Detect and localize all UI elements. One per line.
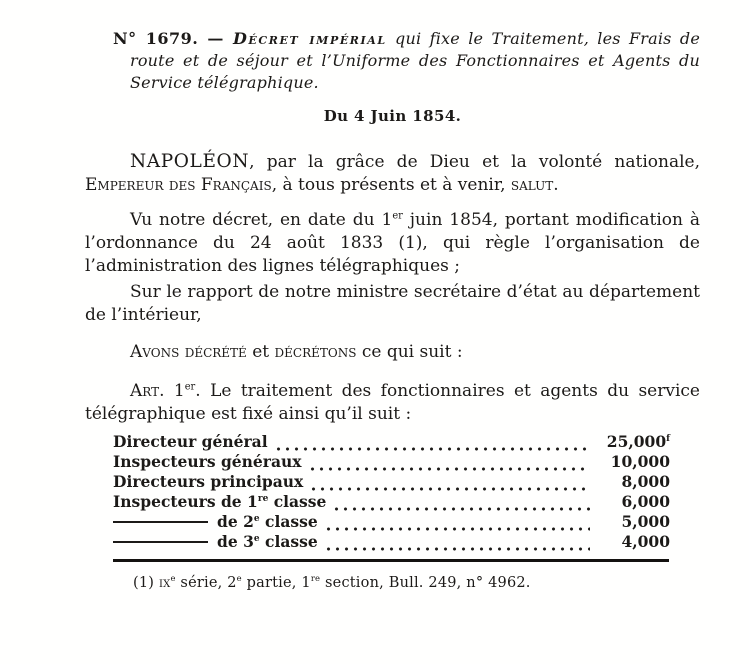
ordinal-sup: er bbox=[392, 210, 403, 222]
row-label-sup: e bbox=[253, 533, 260, 544]
row-label bbox=[113, 492, 326, 511]
dot-leader bbox=[322, 545, 590, 552]
decree-number: N° 1679. — bbox=[113, 29, 233, 48]
table-row bbox=[113, 452, 670, 472]
francs-sup: f bbox=[666, 433, 670, 444]
enacting-sc-1: Avons décrété bbox=[130, 342, 247, 362]
visa-text-1: Vu notre décret, en date du 1 bbox=[130, 210, 393, 230]
article-1-paragraph bbox=[85, 380, 700, 426]
row-label-end: classe bbox=[259, 532, 318, 551]
row-label-text: Inspecteurs de 1 bbox=[113, 492, 258, 511]
row-value-text: 6,000 bbox=[621, 492, 670, 511]
enacting-mid: et bbox=[246, 342, 275, 362]
preamble-text-1: , par la grâce de Dieu et la volonté nationale, bbox=[249, 152, 700, 172]
row-value bbox=[598, 532, 670, 551]
ditto-dash bbox=[113, 541, 208, 543]
preamble-end: . bbox=[553, 175, 559, 195]
dot-leader bbox=[322, 525, 590, 532]
row-label bbox=[113, 472, 303, 491]
article-text: . Le traitement des fonctionnaires et agents du service télégraphique est fixé ainsi qu’il suit : bbox=[85, 381, 700, 424]
row-label-sup: e bbox=[253, 513, 260, 524]
row-value-text: 25,000 bbox=[606, 432, 667, 451]
table-row bbox=[113, 532, 670, 552]
enacting-end: ce qui suit : bbox=[356, 342, 463, 362]
dot-leader bbox=[272, 445, 590, 452]
row-label-text: de 3 bbox=[217, 532, 254, 551]
row-label-text: Directeurs principaux bbox=[113, 472, 304, 491]
imperial-title: Empereur des Français bbox=[85, 175, 272, 195]
row-label bbox=[113, 452, 302, 471]
footnote-marker: (1) bbox=[133, 575, 159, 591]
sovereign-name: NAPOLÉON bbox=[130, 151, 250, 172]
footnote-text-3: section, Bull. 249, n° 4962. bbox=[320, 575, 531, 591]
article-number-sup: er bbox=[184, 381, 196, 393]
table-row bbox=[113, 472, 670, 492]
row-label bbox=[217, 532, 318, 551]
decree-date: Du 4 Juin 1854. bbox=[323, 107, 462, 125]
row-label-sup: re bbox=[257, 493, 269, 504]
footnote bbox=[133, 575, 700, 591]
enacting-paragraph bbox=[85, 341, 700, 364]
row-label bbox=[113, 432, 268, 451]
row-value-text: 5,000 bbox=[621, 512, 670, 531]
row-value-text: 8,000 bbox=[621, 472, 670, 491]
row-value bbox=[598, 432, 670, 451]
footnote-sup-3: re bbox=[310, 573, 321, 584]
decree-subject: qui fixe le Traitement, les Frais de route et de séjour et l’Uniforme des Fonctionnaires et Agents du Service télégraphique. bbox=[130, 29, 700, 92]
row-value bbox=[598, 492, 670, 511]
table-row bbox=[113, 432, 670, 452]
table-row bbox=[113, 512, 670, 532]
row-label-end: classe bbox=[259, 512, 318, 531]
row-value-text: 4,000 bbox=[621, 532, 670, 551]
visa-paragraph bbox=[85, 209, 700, 278]
row-label-text: de 2 bbox=[217, 512, 254, 531]
footnote-serie-numeral: ix bbox=[158, 575, 171, 591]
row-label-text: Directeur général bbox=[113, 432, 268, 451]
decree-type: Décret impérial bbox=[232, 29, 387, 48]
preamble-text-2: , à tous présents et à venir, bbox=[271, 175, 511, 195]
document-body bbox=[85, 28, 700, 591]
row-value bbox=[598, 512, 670, 531]
row-value-text: 10,000 bbox=[610, 452, 670, 471]
salary-table bbox=[113, 432, 670, 552]
footnote-text-1: série, 2 bbox=[175, 575, 237, 591]
row-value bbox=[598, 472, 670, 491]
preamble-paragraph bbox=[85, 150, 700, 197]
table-row bbox=[113, 492, 670, 512]
footnote-sup-1: e bbox=[170, 573, 176, 584]
dot-leader bbox=[307, 485, 590, 492]
report-paragraph: Sur le rapport de notre ministre secrétaire d’état au département de l’intérieur, bbox=[85, 282, 700, 325]
decree-title bbox=[113, 28, 700, 94]
row-value bbox=[598, 452, 670, 471]
footnote-rule bbox=[113, 559, 669, 562]
visa-text-2: juin 1854, portant modification à l’ordonnance du 24 août 1833 (1), qui règle l’organisation de l’administration des lignes télégraphiques ; bbox=[85, 210, 700, 276]
dot-leader bbox=[330, 505, 590, 512]
salut-word: salut bbox=[510, 175, 554, 195]
enacting-sc-2: décrétons bbox=[274, 342, 357, 362]
article-number: 1 bbox=[164, 381, 185, 401]
row-label bbox=[217, 512, 318, 531]
footnote-sup-2: e bbox=[236, 573, 242, 584]
article-label: Art. bbox=[130, 381, 165, 401]
footnote-text-2: partie, 1 bbox=[241, 575, 311, 591]
row-label-text: Inspecteurs généraux bbox=[113, 452, 302, 471]
row-label-end: classe bbox=[268, 492, 327, 511]
ditto-dash bbox=[113, 521, 208, 523]
dot-leader bbox=[306, 465, 590, 472]
